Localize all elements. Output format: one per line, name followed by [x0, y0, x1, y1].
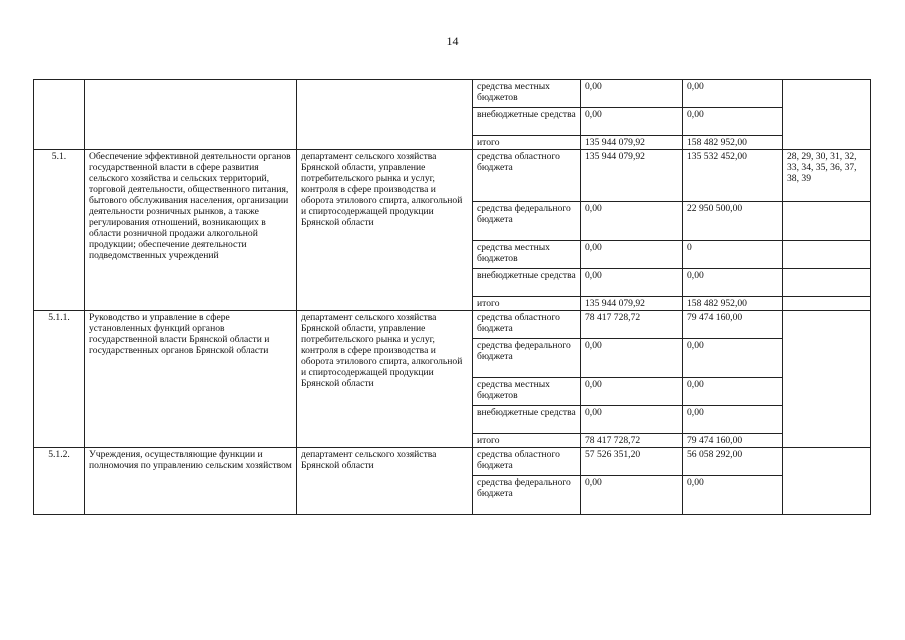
- funding-source-label: итого: [473, 136, 581, 150]
- amount-cell: 0,00: [581, 339, 683, 378]
- item-number: 5.1.2.: [34, 448, 85, 515]
- funding-source-label: средства областного бюджета: [473, 311, 581, 339]
- table-row: [34, 448, 871, 476]
- funding-source-label: внебюджетные средства: [473, 108, 581, 136]
- amount-cell: 57 526 351,20: [581, 448, 683, 476]
- item-number: 5.1.1.: [34, 311, 85, 448]
- cell-empty: [297, 80, 473, 150]
- amount-cell: 0,00: [581, 108, 683, 136]
- amount-cell: 135 944 079,92: [581, 150, 683, 202]
- item-executor: департамент сельского хозяйства Брянской области, управление потребительского рынка и услуг, контроля в сфере производства и оборота этилового спирта, алкогольной и спиртосодержащей продукции Брянской области: [297, 311, 473, 448]
- amount-cell: 135 532 452,00: [683, 150, 783, 202]
- cell-empty: [85, 80, 297, 150]
- table-row: [34, 311, 871, 339]
- table-row: [34, 80, 871, 108]
- amount-cell: 0,00: [581, 406, 683, 434]
- item-number: 5.1.: [34, 150, 85, 311]
- amount-cell: 0,00: [683, 80, 783, 108]
- amount-cell: 158 482 952,00: [683, 297, 783, 311]
- item-executor: департамент сельского хозяйства Брянской области, управление потребительского рынка и услуг, контроля в сфере производства и оборота этилового спирта, алкогольной и спиртосодержащей продукции Брянской области: [297, 150, 473, 311]
- cell-empty: [34, 80, 85, 150]
- amount-cell: 0,00: [581, 378, 683, 406]
- amount-cell: 0,00: [683, 269, 783, 297]
- amount-cell: 0,00: [581, 202, 683, 241]
- amount-cell: 135 944 079,92: [581, 297, 683, 311]
- amount-cell: 0,00: [683, 108, 783, 136]
- item-name: Учреждения, осуществляющие функции и полномочия по управлению сельским хозяйством: [85, 448, 297, 515]
- item-name: Обеспечение эффективной деятельности органов государственной власти в сфере развития сельского хозяйства и сельских территорий, торговой деятельности, общественного питания, бытового обслуживания населения, организации деятельности розничных рынков, а также регулирования отношений, возникающих в области розничной продажи алкогольной продукции; обеспечение деятельности подведомственных учреждений: [85, 150, 297, 311]
- funding-source-label: средства федерального бюджета: [473, 339, 581, 378]
- amount-cell: 135 944 079,92: [581, 136, 683, 150]
- amount-cell: 79 474 160,00: [683, 311, 783, 339]
- funding-source-label: внебюджетные средства: [473, 406, 581, 434]
- amount-cell: 0: [683, 241, 783, 269]
- amount-cell: 158 482 952,00: [683, 136, 783, 150]
- funding-source-label: средства местных бюджетов: [473, 378, 581, 406]
- funding-source-label: средства местных бюджетов: [473, 241, 581, 269]
- item-name: Руководство и управление в сфере установленных функций органов государственной власти Брянской области и государственных органов Брянской области: [85, 311, 297, 448]
- cell-empty: [783, 311, 871, 448]
- amount-cell: 0,00: [581, 269, 683, 297]
- budget-table: [33, 79, 871, 515]
- cell-empty: [783, 448, 871, 515]
- cell-empty: [783, 297, 871, 311]
- cell-empty: [783, 202, 871, 241]
- indicator-numbers: 28, 29, 30, 31, 32, 33, 34, 35, 36, 37, 38, 39: [783, 150, 871, 202]
- funding-source-label: средства федерального бюджета: [473, 476, 581, 515]
- table-row: [34, 150, 871, 202]
- amount-cell: 0,00: [683, 406, 783, 434]
- amount-cell: 78 417 728,72: [581, 434, 683, 448]
- amount-cell: 0,00: [581, 241, 683, 269]
- funding-source-label: средства областного бюджета: [473, 150, 581, 202]
- amount-cell: 0,00: [683, 339, 783, 378]
- funding-source-label: внебюджетные средства: [473, 269, 581, 297]
- amount-cell: 79 474 160,00: [683, 434, 783, 448]
- funding-source-label: итого: [473, 434, 581, 448]
- page-number: 14: [446, 34, 459, 48]
- cell-empty: [783, 269, 871, 297]
- funding-source-label: средства федерального бюджета: [473, 202, 581, 241]
- amount-cell: 0,00: [683, 378, 783, 406]
- funding-source-label: средства местных бюджетов: [473, 80, 581, 108]
- amount-cell: 78 417 728,72: [581, 311, 683, 339]
- cell-empty: [783, 80, 871, 150]
- item-executor: департамент сельского хозяйства Брянской области: [297, 448, 473, 515]
- funding-source-label: средства областного бюджета: [473, 448, 581, 476]
- amount-cell: 0,00: [581, 80, 683, 108]
- amount-cell: 0,00: [581, 476, 683, 515]
- cell-empty: [783, 241, 871, 269]
- amount-cell: 56 058 292,00: [683, 448, 783, 476]
- amount-cell: 0,00: [683, 476, 783, 515]
- funding-source-label: итого: [473, 297, 581, 311]
- amount-cell: 22 950 500,00: [683, 202, 783, 241]
